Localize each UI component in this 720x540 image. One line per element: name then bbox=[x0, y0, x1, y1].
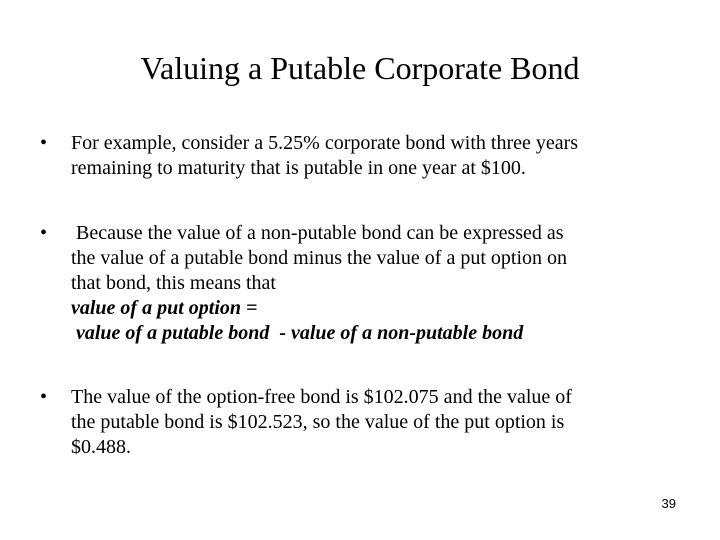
formula-rhs: value of a putable bond - value of a non-putable bond bbox=[71, 322, 524, 344]
slide-title: Valuing a Putable Corporate Bond bbox=[140, 50, 580, 86]
bullet-text bbox=[71, 385, 690, 460]
bullet-dot: • bbox=[40, 132, 48, 154]
formula-lhs: value of a put option = bbox=[71, 297, 258, 319]
bullet-line: $0.488. bbox=[71, 436, 131, 458]
bullet-line: the value of a putable bond minus the value of a put option on bbox=[71, 247, 567, 269]
page-number: 39 bbox=[661, 496, 676, 511]
bullet-item bbox=[40, 221, 690, 346]
bullet-dot: • bbox=[40, 386, 48, 408]
bullet-text bbox=[71, 131, 690, 181]
bullet-line: the putable bond is $102.523, so the value of the put option is bbox=[71, 411, 565, 433]
bullet-dot: • bbox=[40, 222, 48, 244]
bullet-line: remaining to maturity that is putable in one year at $100. bbox=[71, 157, 526, 179]
bullet-line: The value of the option-free bond is $102.075 and the value of bbox=[71, 386, 572, 408]
bullet-item bbox=[40, 385, 690, 460]
bullet-line: Because the value of a non-putable bond can be expressed as bbox=[71, 222, 564, 244]
bullet-item bbox=[40, 131, 690, 181]
bullet-line: that bond, this means that bbox=[71, 272, 276, 294]
bullet-text bbox=[71, 221, 690, 346]
bullet-line: For example, consider a 5.25% corporate bond with three years bbox=[71, 132, 579, 154]
